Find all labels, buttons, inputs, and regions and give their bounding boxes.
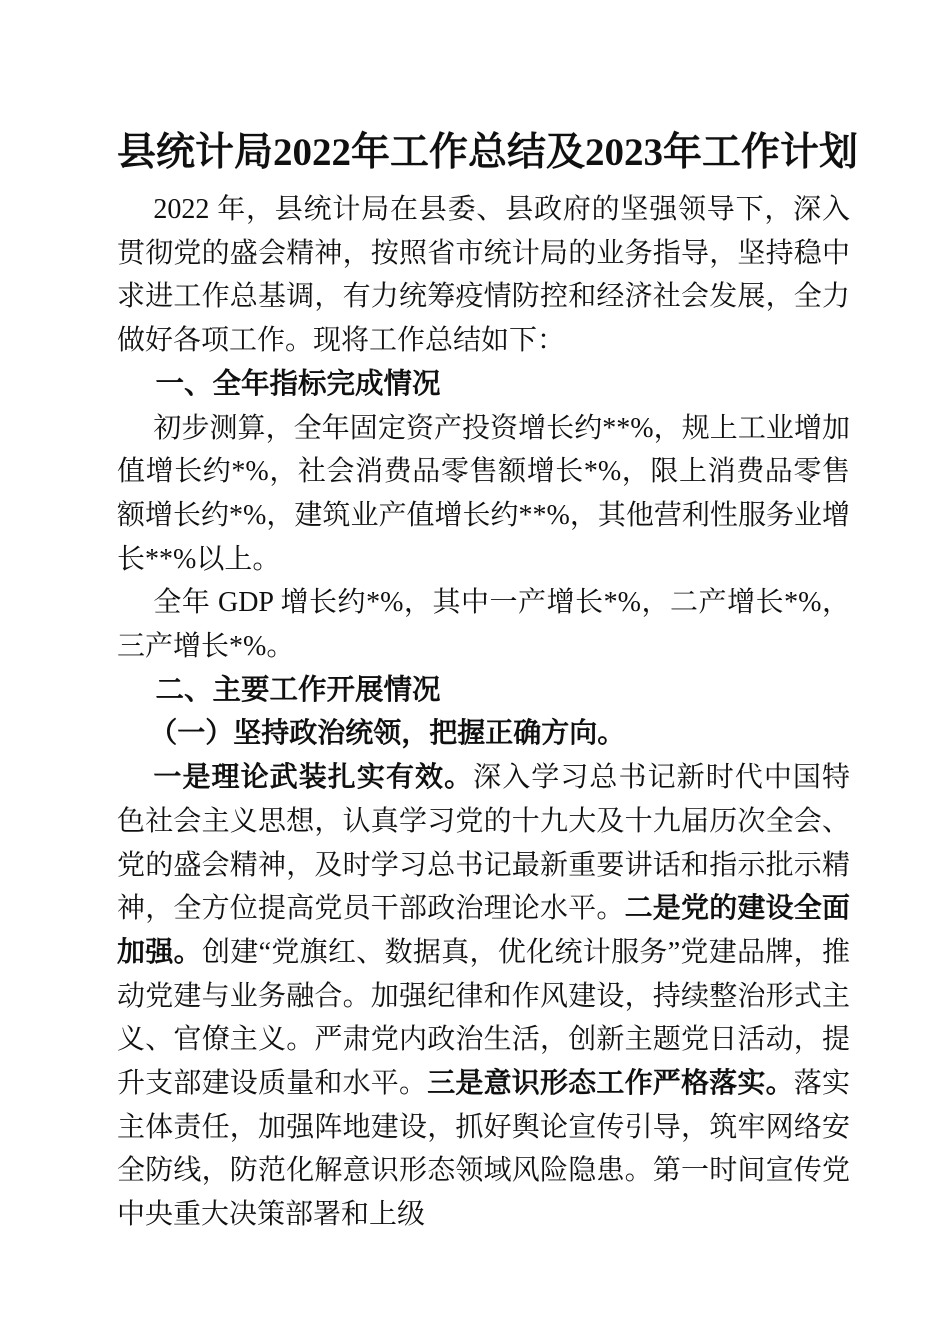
para-main-work-run-3: 创建“党旗红、数据真，优化统计服务”党建品牌，推动党建与业务融合。加强纪律和作风建设，持续整治形式主义、官僚主义。严肃党内政治生活，创新主题党日活动，提升支部建设质量和水平。 <box>117 936 850 1100</box>
para-indicators <box>117 407 850 582</box>
para-main-work-run-1: 深入学习总书记新时代中国特色社会主义思想，认真学习党的十九大及十九届历次全会、党的盛会精神，及时学习总书记最新重要讲话和指示批示精神，全方位提高党员干部政治理论水平。 <box>117 762 850 925</box>
para-intro-run-0: 2022 年，县统计局在县委、县政府的坚强领导下，深入贯彻党的盛会精神，按照省市统计局的业务指导，坚持稳中求进工作总基调，有力统筹疫情防控和经济社会发展，全力做好各项工作。现将工作总结如下： <box>117 194 850 357</box>
para-main-work-run-4: 三是意识形态工作严格落实。 <box>427 1068 794 1100</box>
subheading-2-1 <box>117 712 850 756</box>
heading-section-2-run-0: 二、主要工作开展情况 <box>155 673 441 706</box>
doc-title-run-0: 县统计局2022年工作总结及2023年工作计划 <box>117 131 859 174</box>
document-body <box>117 124 859 1237</box>
heading-section-2 <box>117 669 850 713</box>
para-main-work-run-0: 一是理论武装扎实有效。 <box>153 762 474 794</box>
heading-section-1-run-0: 一、全年指标完成情况 <box>155 367 441 400</box>
subheading-2-1-run-0: （一）坚持政治统领，把握正确方向。 <box>149 718 626 750</box>
para-main-work <box>117 756 850 1237</box>
para-main-work-run-5: 落实主体责任，加强阵地建设，抓好舆论宣传引导，筑牢网络安全防线，防范化解意识形态领域风险隐患。第一时间宣传党中央重大决策部署和上级 <box>117 1068 850 1231</box>
para-gdp-run-0: 全年 GDP 增长约*%，其中一产增长*%，二产增长*%，三产增长*%。 <box>117 587 850 663</box>
para-gdp <box>117 581 850 668</box>
para-intro <box>117 188 850 363</box>
heading-section-1 <box>117 363 850 407</box>
para-indicators-run-0: 初步测算，全年固定资产投资增长约**%，规上工业增加值增长约*%，社会消费品零售额增长*%，限上消费品零售额增长约*%，建筑业产值增长约**%，其他营利性服务业增长**%以上。 <box>117 412 850 575</box>
doc-title <box>117 124 859 181</box>
para-main-work-run-2: 二是党的建设全面加强。 <box>117 893 850 968</box>
